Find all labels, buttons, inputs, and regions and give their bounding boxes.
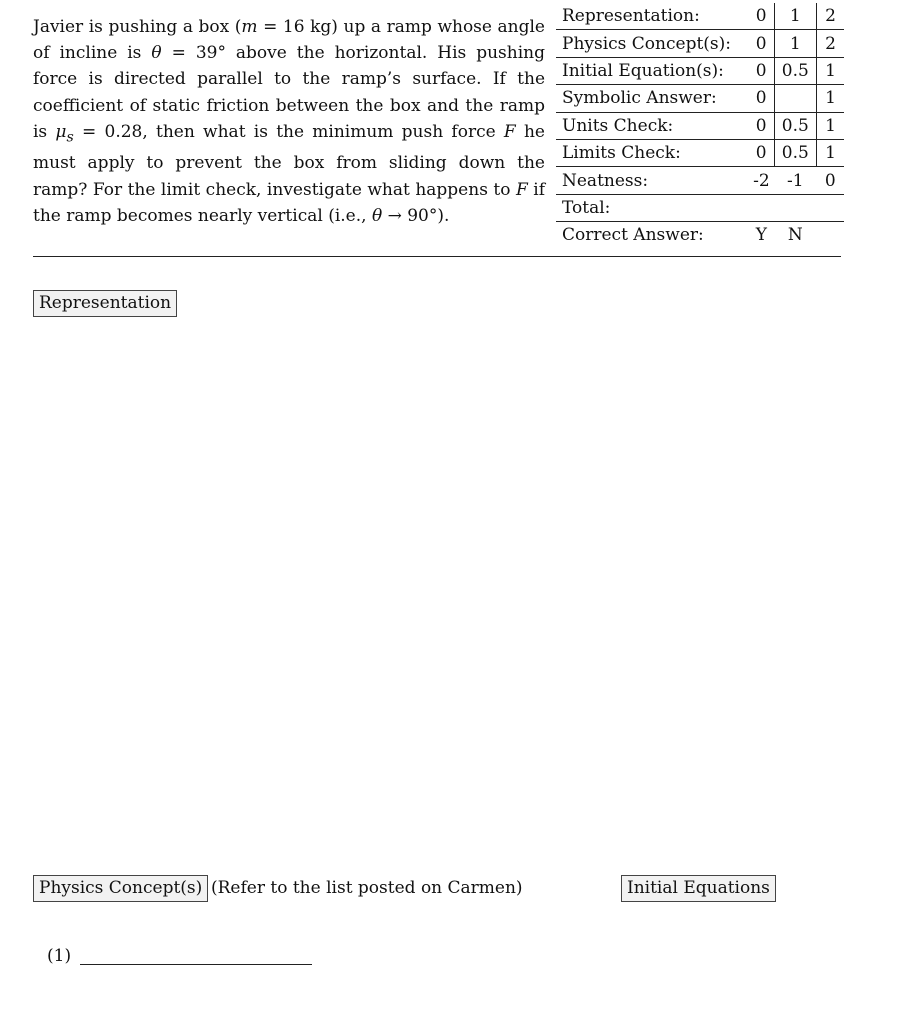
rubric-row	[556, 30, 844, 57]
rubric-label: Initial Equation(s):	[556, 57, 749, 84]
rubric-label: Representation:	[556, 3, 749, 30]
rubric-score-mid: N	[787, 225, 803, 246]
rubric-score-low: 0	[749, 112, 774, 139]
problem-text: = 0.28, then what is the minimum push force	[73, 121, 504, 142]
problem-text: = 16 kg) up a ramp whose angle of incline is	[33, 17, 545, 64]
mu-symbol: μ	[55, 121, 67, 142]
rubric-score-high: 1	[817, 57, 844, 84]
rubric-label: Limits Check:	[556, 139, 749, 166]
rubric-score-mid: -1	[774, 167, 816, 194]
mu-subscript: s	[66, 129, 74, 146]
item-1-label: (1)	[47, 946, 72, 966]
rubric-score-low	[749, 194, 774, 221]
rubric-score-mid	[774, 194, 816, 221]
rubric-row	[556, 222, 844, 249]
physics-concepts-note: (Refer to the list posted on Carmen)	[211, 878, 523, 898]
mass-symbol: m	[241, 17, 258, 37]
problem-text: = 39° above the horizontal. His pushing force is directed parallel to the ramp’s surface. If the coefficient of static friction between the box and the ramp is	[33, 43, 545, 142]
force-symbol: F	[515, 179, 528, 200]
rubric-label: Total:	[556, 194, 749, 221]
theta-symbol: θ	[151, 43, 162, 64]
initial-equations-label: Initial Equations	[621, 875, 776, 902]
rubric-score-high: 2	[817, 30, 844, 57]
rubric-row	[556, 167, 844, 194]
rubric-score-low: 0	[749, 30, 774, 57]
rubric-score-high: 1	[817, 85, 844, 112]
rubric-score-low: 0	[749, 139, 774, 166]
rubric-row	[556, 194, 844, 221]
rubric-label: Physics Concept(s):	[556, 30, 749, 57]
theta-symbol: θ	[371, 205, 383, 226]
rubric-label: Units Check:	[556, 112, 749, 139]
divider-line	[33, 256, 841, 257]
rubric-row	[556, 139, 844, 166]
rubric-row	[556, 85, 844, 112]
rubric-score-low: 0	[749, 57, 774, 84]
rubric-row	[556, 112, 844, 139]
representation-label: Representation	[33, 290, 177, 317]
rubric-row	[556, 3, 844, 30]
rubric-score-high: 1	[817, 139, 844, 166]
rubric-score-high	[817, 194, 844, 221]
physics-concepts-label: Physics Concept(s)	[33, 875, 208, 902]
rubric-label: Neatness:	[556, 167, 749, 194]
rubric-score-high	[817, 222, 844, 249]
problem-text: → 90°).	[382, 205, 450, 226]
rubric-label: Correct Answer:	[562, 225, 704, 246]
rubric-score-low: 0	[749, 3, 774, 30]
rubric-score-low: Y	[755, 225, 767, 246]
rubric-score-mid: 0.5	[774, 57, 816, 84]
rubric-score-high: 2	[817, 3, 844, 30]
rubric-score-mid	[774, 85, 816, 112]
rubric-score-high: 1	[817, 112, 844, 139]
problem-text: Javier is pushing a box (	[33, 17, 242, 37]
problem-statement	[33, 14, 545, 229]
rubric-row	[556, 57, 844, 84]
rubric-score-low: -2	[749, 167, 774, 194]
problem-text: he must apply to prevent the box from sliding down the ramp? For the limit check, investigate what happens to	[33, 121, 545, 200]
rubric-score-high: 0	[817, 167, 844, 194]
rubric-score-mid: 1	[774, 30, 816, 57]
rubric-score-mid: 0.5	[774, 139, 816, 166]
rubric-label: Symbolic Answer:	[556, 85, 749, 112]
force-symbol: F	[503, 121, 516, 142]
item-1-answer-line[interactable]	[80, 964, 312, 965]
grading-rubric	[556, 3, 844, 249]
problem-text: if the ramp becomes nearly vertical (i.e.,	[33, 179, 546, 226]
rubric-score-mid: 0.5	[774, 112, 816, 139]
rubric-score-mid: 1	[774, 3, 816, 30]
rubric-score-low: 0	[749, 85, 774, 112]
